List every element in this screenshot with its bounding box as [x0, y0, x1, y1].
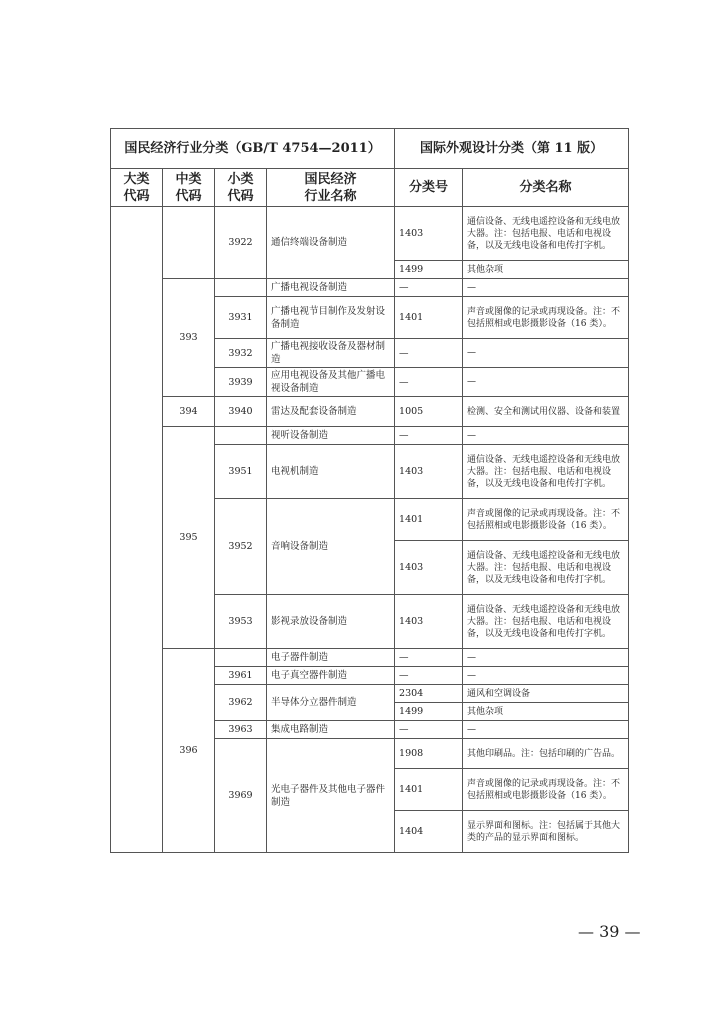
major-code-cell [111, 207, 163, 853]
class-number-cell: 1404 [395, 811, 463, 853]
class-name-cell: — [463, 368, 629, 397]
industry-name-cell: 广播电视接收设备及器材制造 [267, 339, 395, 368]
medium-code-cell: 393 [163, 279, 215, 397]
class-name-cell: 其他印刷品。注：包括印刷的广告品。 [463, 739, 629, 769]
class-number-cell: 1401 [395, 499, 463, 541]
medium-code-cell: 394 [163, 397, 215, 427]
minor-code-cell [215, 649, 267, 667]
minor-code-cell: 3952 [215, 499, 267, 595]
class-number-cell: 1403 [395, 595, 463, 649]
class-name-cell: — [463, 427, 629, 445]
class-name-cell: 通信设备、无线电遥控设备和无线电放大器。注：包括电报、电话和电视设备，以及无线电设备和电传打字机。 [463, 541, 629, 595]
minor-code-cell: 3922 [215, 207, 267, 279]
page-number: — 39 — [578, 922, 641, 941]
minor-code-cell: 3961 [215, 667, 267, 685]
table-row [111, 279, 629, 297]
column-header-class-number: 分类号 [395, 169, 463, 207]
table-row [111, 207, 629, 261]
minor-code-cell: 3962 [215, 685, 267, 721]
class-number-cell: — [395, 667, 463, 685]
column-header-industry-name: 国民经济 行业名称 [267, 169, 395, 207]
industry-name-cell: 电视机制造 [267, 445, 395, 499]
industry-name-cell: 电子真空器件制造 [267, 667, 395, 685]
class-name-cell: 其他杂项 [463, 703, 629, 721]
class-name-cell: — [463, 279, 629, 297]
column-header-medium-code: 中类 代码 [163, 169, 215, 207]
medium-code-cell: 395 [163, 427, 215, 649]
minor-code-cell: 3940 [215, 397, 267, 427]
medium-code-cell: 396 [163, 649, 215, 853]
class-number-cell: 1005 [395, 397, 463, 427]
industry-name-cell: 电子器件制造 [267, 649, 395, 667]
medium-code-cell [163, 207, 215, 279]
industry-name-cell: 视听设备制造 [267, 427, 395, 445]
industry-name-cell: 通信终端设备制造 [267, 207, 395, 279]
class-name-cell: 显示界面和图标。注：包括属于其他大类的产品的显示界面和图标。 [463, 811, 629, 853]
industry-name-cell: 雷达及配套设备制造 [267, 397, 395, 427]
class-name-cell: 声音或图像的记录或再现设备。注：不包括照相或电影摄影设备（16 类）。 [463, 297, 629, 339]
class-number-cell: 1401 [395, 297, 463, 339]
class-number-cell: 1499 [395, 261, 463, 279]
class-number-cell: 2304 [395, 685, 463, 703]
class-number-cell: 1499 [395, 703, 463, 721]
table-row [111, 649, 629, 667]
industry-name-cell: 集成电路制造 [267, 721, 395, 739]
industry-name-cell: 应用电视设备及其他广播电视设备制造 [267, 368, 395, 397]
minor-code-cell [215, 427, 267, 445]
class-number-cell: — [395, 368, 463, 397]
table-group-header-row [111, 129, 629, 169]
class-name-cell: — [463, 667, 629, 685]
class-name-cell: 通风和空调设备 [463, 685, 629, 703]
industry-name-cell: 半导体分立器件制造 [267, 685, 395, 721]
industry-name-cell: 影视录放设备制造 [267, 595, 395, 649]
table-row [111, 427, 629, 445]
minor-code-cell: 3953 [215, 595, 267, 649]
minor-code-cell: 3931 [215, 297, 267, 339]
class-name-cell: 通信设备、无线电遥控设备和无线电放大器。注：包括电报、电话和电视设备，以及无线电设备和电传打字机。 [463, 445, 629, 499]
class-name-cell: 声音或图像的记录或再现设备。注：不包括照相或电影摄影设备（16 类）。 [463, 769, 629, 811]
minor-code-cell [215, 279, 267, 297]
group-header-economic-classification: 国民经济行业分类（GB/T 4754—2011） [111, 129, 395, 169]
industry-name-cell: 广播电视设备制造 [267, 279, 395, 297]
table-column-header-row [111, 169, 629, 207]
column-header-minor-code: 小类 代码 [215, 169, 267, 207]
class-number-cell: — [395, 427, 463, 445]
column-header-class-name: 分类名称 [463, 169, 629, 207]
class-number-cell: — [395, 279, 463, 297]
class-number-cell: — [395, 339, 463, 368]
industry-name-cell: 光电子器件及其他电子器件制造 [267, 739, 395, 853]
class-number-cell: — [395, 649, 463, 667]
class-number-cell: 1403 [395, 541, 463, 595]
class-name-cell: 通信设备、无线电遥控设备和无线电放大器。注：包括电报、电话和电视设备，以及无线电设备和电传打字机。 [463, 207, 629, 261]
minor-code-cell: 3969 [215, 739, 267, 853]
minor-code-cell: 3963 [215, 721, 267, 739]
class-name-cell: — [463, 649, 629, 667]
class-number-cell: 1403 [395, 207, 463, 261]
class-name-cell: — [463, 721, 629, 739]
column-header-major-code: 大类 代码 [111, 169, 163, 207]
table-row [111, 397, 629, 427]
class-name-cell: — [463, 339, 629, 368]
class-name-cell: 通信设备、无线电遥控设备和无线电放大器。注：包括电报、电话和电视设备，以及无线电设备和电传打字机。 [463, 595, 629, 649]
industry-name-cell: 音响设备制造 [267, 499, 395, 595]
class-name-cell: 声音或图像的记录或再现设备。注：不包括照相或电影摄影设备（16 类）。 [463, 499, 629, 541]
minor-code-cell: 3951 [215, 445, 267, 499]
class-name-cell: 其他杂项 [463, 261, 629, 279]
class-number-cell: 1403 [395, 445, 463, 499]
minor-code-cell: 3939 [215, 368, 267, 397]
class-number-cell: 1401 [395, 769, 463, 811]
industry-classification-table [110, 128, 629, 853]
class-name-cell: 检测、安全和测试用仪器、设备和装置 [463, 397, 629, 427]
class-number-cell: — [395, 721, 463, 739]
industry-name-cell: 广播电视节目制作及发射设备制造 [267, 297, 395, 339]
class-number-cell: 1908 [395, 739, 463, 769]
group-header-design-classification: 国际外观设计分类（第 11 版） [395, 129, 629, 169]
minor-code-cell: 3932 [215, 339, 267, 368]
